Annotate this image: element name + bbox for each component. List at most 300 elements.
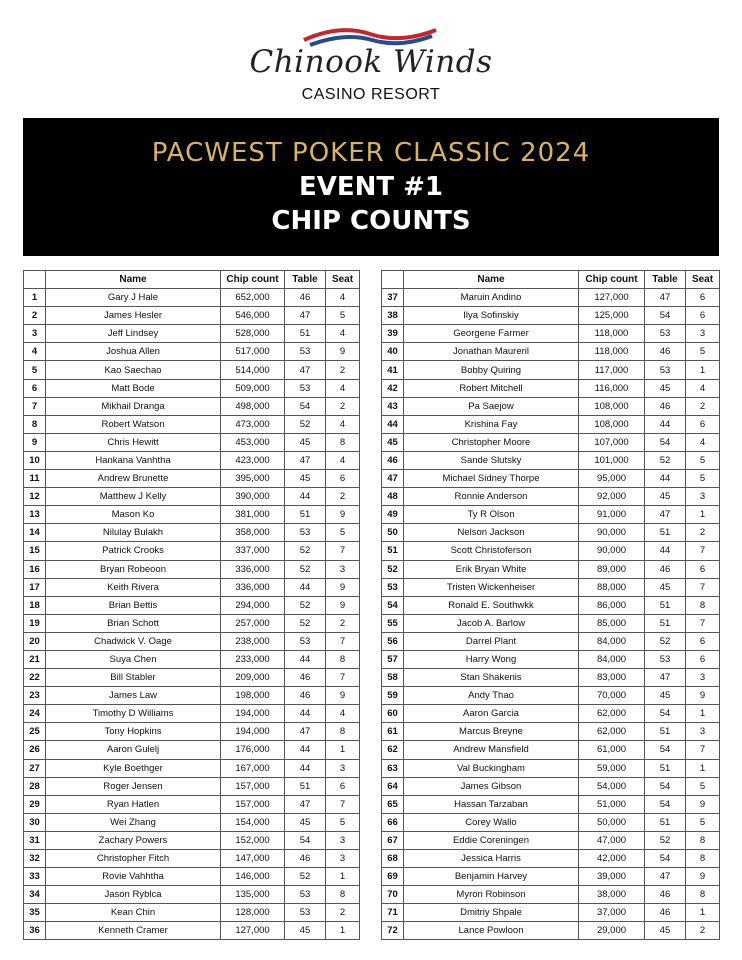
name-cell: James Law <box>46 687 221 705</box>
chips-cell: 453,000 <box>221 433 285 451</box>
chips-cell: 194,000 <box>221 723 285 741</box>
chips-cell: 198,000 <box>221 687 285 705</box>
chips-cell: 95,000 <box>579 470 645 488</box>
table-row <box>24 578 360 596</box>
name-cell: Nilulay Bulakh <box>46 524 221 542</box>
name-cell: Jessica Harris <box>404 850 579 868</box>
table-cell: 51 <box>645 723 686 741</box>
chips-header: Chip count <box>221 271 285 289</box>
rank-cell: 13 <box>24 506 46 524</box>
chips-cell: 152,000 <box>221 831 285 849</box>
logo <box>0 0 742 112</box>
table-cell: 51 <box>645 524 686 542</box>
seat-cell: 9 <box>686 795 720 813</box>
seat-cell: 5 <box>326 524 360 542</box>
banner-line-2: EVENT #1 <box>298 172 444 202</box>
rank-cell: 22 <box>24 669 46 687</box>
seat-cell: 6 <box>686 307 720 325</box>
rank-cell: 29 <box>24 795 46 813</box>
name-cell: Eddie Coreningen <box>404 831 579 849</box>
chips-cell: 42,000 <box>579 850 645 868</box>
table-cell: 47 <box>645 506 686 524</box>
table-row <box>24 325 360 343</box>
seat-cell: 6 <box>326 777 360 795</box>
table-row <box>24 886 360 904</box>
table-cell: 53 <box>285 379 326 397</box>
table-cell: 46 <box>285 687 326 705</box>
name-cell: Scott Christoferson <box>404 542 579 560</box>
name-cell: Jason Ryblca <box>46 886 221 904</box>
chips-cell: 337,000 <box>221 542 285 560</box>
name-cell: Robert Watson <box>46 415 221 433</box>
rank-cell: 33 <box>24 868 46 886</box>
table-row <box>382 886 720 904</box>
table-row <box>382 632 720 650</box>
rank-cell: 7 <box>24 397 46 415</box>
chips-cell: 47,000 <box>579 831 645 849</box>
table-row <box>382 596 720 614</box>
seat-cell: 5 <box>686 451 720 469</box>
rank-cell: 36 <box>24 922 46 940</box>
rank-cell: 72 <box>382 922 404 940</box>
table-header: Table <box>645 271 686 289</box>
table-row <box>24 632 360 650</box>
table-row <box>382 578 720 596</box>
seat-cell: 7 <box>326 669 360 687</box>
rank-cell: 70 <box>382 886 404 904</box>
rank-cell: 61 <box>382 723 404 741</box>
name-cell: Val Buckingham <box>404 759 579 777</box>
name-cell: Timothy D Williams <box>46 705 221 723</box>
chips-header: Chip count <box>579 271 645 289</box>
name-cell: Christopher Fitch <box>46 850 221 868</box>
rank-cell: 11 <box>24 470 46 488</box>
chips-cell: 176,000 <box>221 741 285 759</box>
table-cell: 53 <box>285 904 326 922</box>
seat-cell: 3 <box>326 759 360 777</box>
rank-cell: 47 <box>382 470 404 488</box>
seat-cell: 5 <box>326 813 360 831</box>
table-cell: 46 <box>285 289 326 307</box>
table-row <box>382 325 720 343</box>
table-row <box>382 415 720 433</box>
name-cell: Keith Rivera <box>46 578 221 596</box>
rank-cell: 65 <box>382 795 404 813</box>
name-cell: Ilya Sofinskiy <box>404 307 579 325</box>
table-cell: 54 <box>285 831 326 849</box>
chips-cell: 528,000 <box>221 325 285 343</box>
chips-cell: 70,000 <box>579 687 645 705</box>
table-cell: 51 <box>645 614 686 632</box>
seat-cell: 3 <box>326 850 360 868</box>
rank-cell: 19 <box>24 614 46 632</box>
seat-cell: 4 <box>326 451 360 469</box>
table-cell: 46 <box>645 904 686 922</box>
chips-cell: 147,000 <box>221 850 285 868</box>
seat-cell: 5 <box>326 307 360 325</box>
chips-cell: 127,000 <box>579 289 645 307</box>
chips-cell: 89,000 <box>579 560 645 578</box>
table-row <box>24 850 360 868</box>
table-row <box>382 397 720 415</box>
chips-cell: 135,000 <box>221 886 285 904</box>
table-cell: 52 <box>285 560 326 578</box>
name-header: Name <box>46 271 221 289</box>
chips-cell: 61,000 <box>579 741 645 759</box>
name-cell: Ryan Hatlen <box>46 795 221 813</box>
chips-cell: 157,000 <box>221 777 285 795</box>
name-cell: Benjamin Harvey <box>404 868 579 886</box>
seat-cell: 3 <box>326 560 360 578</box>
table-row <box>382 542 720 560</box>
seat-cell: 4 <box>326 379 360 397</box>
table-cell: 46 <box>285 669 326 687</box>
name-cell: Tristen Wickenheiser <box>404 578 579 596</box>
name-cell: Marcus Breyne <box>404 723 579 741</box>
rank-cell: 20 <box>24 632 46 650</box>
seat-cell: 4 <box>326 415 360 433</box>
table-row <box>24 524 360 542</box>
table-row <box>382 868 720 886</box>
seat-cell: 4 <box>326 705 360 723</box>
rank-cell: 51 <box>382 542 404 560</box>
table-cell: 45 <box>645 488 686 506</box>
table-cell: 51 <box>645 596 686 614</box>
seat-cell: 8 <box>686 831 720 849</box>
seat-header: Seat <box>686 271 720 289</box>
rank-cell: 15 <box>24 542 46 560</box>
name-cell: Sande Slutsky <box>404 451 579 469</box>
table-row <box>24 307 360 325</box>
table-row <box>382 289 720 307</box>
seat-cell: 1 <box>686 506 720 524</box>
name-cell: Ronnie Anderson <box>404 488 579 506</box>
chips-cell: 294,000 <box>221 596 285 614</box>
table-cell: 52 <box>645 632 686 650</box>
table-row <box>24 614 360 632</box>
chips-cell: 336,000 <box>221 578 285 596</box>
seat-cell: 4 <box>326 325 360 343</box>
name-cell: Stan Shakenis <box>404 669 579 687</box>
chips-cell: 118,000 <box>579 325 645 343</box>
rank-cell: 62 <box>382 741 404 759</box>
chips-cell: 257,000 <box>221 614 285 632</box>
name-cell: Ty R Olson <box>404 506 579 524</box>
rank-cell: 6 <box>24 379 46 397</box>
rank-cell: 3 <box>24 325 46 343</box>
name-cell: Michael Sidney Thorpe <box>404 470 579 488</box>
seat-cell: 9 <box>326 578 360 596</box>
chip-table-left <box>23 270 360 940</box>
table-cell: 45 <box>645 687 686 705</box>
name-cell: Kyle Boethger <box>46 759 221 777</box>
seat-cell: 8 <box>686 596 720 614</box>
seat-cell: 5 <box>686 343 720 361</box>
name-cell: Kao Saechao <box>46 361 221 379</box>
table-cell: 44 <box>285 488 326 506</box>
table-row <box>382 343 720 361</box>
table-row <box>382 433 720 451</box>
seat-cell: 9 <box>326 506 360 524</box>
rank-cell: 28 <box>24 777 46 795</box>
seat-cell: 1 <box>686 759 720 777</box>
table-cell: 54 <box>285 397 326 415</box>
chips-cell: 154,000 <box>221 813 285 831</box>
chips-cell: 157,000 <box>221 795 285 813</box>
table-cell: 45 <box>645 379 686 397</box>
table-cell: 53 <box>645 650 686 668</box>
table-cell: 44 <box>285 741 326 759</box>
name-cell: Andrew Brunette <box>46 470 221 488</box>
rank-cell: 9 <box>24 433 46 451</box>
name-cell: Nelson Jackson <box>404 524 579 542</box>
seat-cell: 8 <box>326 650 360 668</box>
chips-cell: 381,000 <box>221 506 285 524</box>
rank-cell: 58 <box>382 669 404 687</box>
table-row <box>382 904 720 922</box>
table-cell: 46 <box>645 886 686 904</box>
name-cell: Corey Wallo <box>404 813 579 831</box>
rank-cell: 27 <box>24 759 46 777</box>
rank-cell: 24 <box>24 705 46 723</box>
seat-cell: 5 <box>686 777 720 795</box>
chips-cell: 517,000 <box>221 343 285 361</box>
name-cell: Bill Stabler <box>46 669 221 687</box>
rank-cell: 14 <box>24 524 46 542</box>
table-row <box>382 650 720 668</box>
table-row <box>382 850 720 868</box>
name-cell: Matthew J Kelly <box>46 488 221 506</box>
name-cell: Chadwick V. Oage <box>46 632 221 650</box>
seat-cell: 3 <box>686 723 720 741</box>
table-cell: 52 <box>645 831 686 849</box>
table-row <box>24 795 360 813</box>
table-cell: 47 <box>285 361 326 379</box>
seat-cell: 3 <box>686 325 720 343</box>
rank-cell: 25 <box>24 723 46 741</box>
seat-cell: 1 <box>686 705 720 723</box>
table-cell: 52 <box>645 451 686 469</box>
name-cell: Bryan Robeoon <box>46 560 221 578</box>
table-row <box>24 343 360 361</box>
table-row <box>24 669 360 687</box>
table-row <box>24 723 360 741</box>
name-cell: Rovie Vahhtha <box>46 868 221 886</box>
seat-cell: 8 <box>326 433 360 451</box>
name-cell: Patrick Crooks <box>46 542 221 560</box>
chips-cell: 116,000 <box>579 379 645 397</box>
seat-cell: 6 <box>686 289 720 307</box>
name-cell: Myron Robinson <box>404 886 579 904</box>
table-row <box>382 705 720 723</box>
chips-cell: 194,000 <box>221 705 285 723</box>
name-cell: Roger Jensen <box>46 777 221 795</box>
rank-cell: 32 <box>24 850 46 868</box>
name-cell: Pa Saejow <box>404 397 579 415</box>
chips-cell: 90,000 <box>579 524 645 542</box>
table-row <box>24 904 360 922</box>
table-cell: 47 <box>645 868 686 886</box>
rank-cell: 68 <box>382 850 404 868</box>
name-cell: James Hesler <box>46 307 221 325</box>
seat-cell: 6 <box>686 560 720 578</box>
seat-cell: 7 <box>686 578 720 596</box>
chips-cell: 128,000 <box>221 904 285 922</box>
table-row <box>382 669 720 687</box>
seat-cell: 1 <box>686 904 720 922</box>
table-row <box>382 524 720 542</box>
rank-cell: 12 <box>24 488 46 506</box>
chips-cell: 509,000 <box>221 379 285 397</box>
rank-cell: 69 <box>382 868 404 886</box>
table-row <box>24 777 360 795</box>
table-cell: 54 <box>645 705 686 723</box>
chips-cell: 423,000 <box>221 451 285 469</box>
rank-cell: 44 <box>382 415 404 433</box>
table-row <box>382 759 720 777</box>
name-cell: Aaron Garcia <box>404 705 579 723</box>
name-cell: Dmitriy Shpale <box>404 904 579 922</box>
chips-cell: 90,000 <box>579 542 645 560</box>
table-row <box>24 759 360 777</box>
table-cell: 44 <box>285 705 326 723</box>
table-cell: 44 <box>645 470 686 488</box>
seat-cell: 2 <box>686 922 720 940</box>
chips-cell: 37,000 <box>579 904 645 922</box>
table-row <box>24 397 360 415</box>
seat-cell: 2 <box>326 904 360 922</box>
rank-cell: 16 <box>24 560 46 578</box>
seat-cell: 8 <box>686 850 720 868</box>
table-row <box>382 813 720 831</box>
rank-cell: 41 <box>382 361 404 379</box>
table-header-row <box>24 271 360 289</box>
name-cell: Kean Chin <box>46 904 221 922</box>
chips-cell: 50,000 <box>579 813 645 831</box>
seat-cell: 1 <box>326 741 360 759</box>
rank-cell: 21 <box>24 650 46 668</box>
chips-cell: 84,000 <box>579 650 645 668</box>
name-cell: Krishina Fay <box>404 415 579 433</box>
chips-cell: 88,000 <box>579 578 645 596</box>
seat-cell: 7 <box>686 614 720 632</box>
chips-cell: 514,000 <box>221 361 285 379</box>
table-cell: 53 <box>645 361 686 379</box>
name-cell: Maruin Andino <box>404 289 579 307</box>
name-cell: Brian Schott <box>46 614 221 632</box>
table-cell: 47 <box>285 451 326 469</box>
table-header: Table <box>285 271 326 289</box>
seat-cell: 1 <box>686 361 720 379</box>
name-cell: Hassan Tarzaban <box>404 795 579 813</box>
rank-cell: 50 <box>382 524 404 542</box>
rank-cell: 10 <box>24 451 46 469</box>
table-row <box>24 361 360 379</box>
chips-cell: 84,000 <box>579 632 645 650</box>
chips-cell: 38,000 <box>579 886 645 904</box>
chips-cell: 498,000 <box>221 397 285 415</box>
table-row <box>382 723 720 741</box>
seat-cell: 8 <box>686 886 720 904</box>
rank-cell: 2 <box>24 307 46 325</box>
rank-cell: 17 <box>24 578 46 596</box>
name-cell: Harry Wong <box>404 650 579 668</box>
name-cell: Hankana Vanhtha <box>46 451 221 469</box>
table-row <box>382 687 720 705</box>
chips-cell: 390,000 <box>221 488 285 506</box>
name-cell: Matt Bode <box>46 379 221 397</box>
table-cell: 47 <box>285 307 326 325</box>
banner-line-3: CHIP COUNTS <box>271 206 471 236</box>
chips-cell: 108,000 <box>579 415 645 433</box>
name-cell: Chris Hewitt <box>46 433 221 451</box>
table-row <box>24 433 360 451</box>
seat-cell: 3 <box>686 488 720 506</box>
name-cell: Darrel Plant <box>404 632 579 650</box>
seat-cell: 5 <box>686 813 720 831</box>
seat-cell: 3 <box>326 831 360 849</box>
chips-cell: 107,000 <box>579 433 645 451</box>
table-cell: 45 <box>285 433 326 451</box>
table-cell: 44 <box>285 759 326 777</box>
rank-cell: 64 <box>382 777 404 795</box>
seat-cell: 4 <box>686 379 720 397</box>
chips-cell: 358,000 <box>221 524 285 542</box>
table-cell: 46 <box>645 343 686 361</box>
rank-cell: 59 <box>382 687 404 705</box>
table-header-row <box>382 271 720 289</box>
seat-cell: 7 <box>326 542 360 560</box>
table-cell: 46 <box>285 850 326 868</box>
seat-cell: 2 <box>326 488 360 506</box>
table-cell: 47 <box>645 289 686 307</box>
table-cell: 53 <box>285 343 326 361</box>
chips-cell: 125,000 <box>579 307 645 325</box>
table-row <box>24 831 360 849</box>
table-cell: 51 <box>645 813 686 831</box>
table-cell: 52 <box>285 415 326 433</box>
table-row <box>382 451 720 469</box>
name-cell: Robert Mitchell <box>404 379 579 397</box>
chips-cell: 395,000 <box>221 470 285 488</box>
rank-cell: 4 <box>24 343 46 361</box>
table-cell: 45 <box>645 578 686 596</box>
table-cell: 51 <box>285 777 326 795</box>
name-cell: Mason Ko <box>46 506 221 524</box>
name-header: Name <box>404 271 579 289</box>
table-row <box>24 868 360 886</box>
seat-cell: 7 <box>326 632 360 650</box>
chips-cell: 118,000 <box>579 343 645 361</box>
name-cell: Christopher Moore <box>404 433 579 451</box>
rank-cell: 71 <box>382 904 404 922</box>
table-cell: 54 <box>645 433 686 451</box>
table-cell: 47 <box>285 795 326 813</box>
name-cell: Wei Zhang <box>46 813 221 831</box>
seat-cell: 2 <box>686 524 720 542</box>
seat-cell: 4 <box>686 433 720 451</box>
rank-cell: 26 <box>24 741 46 759</box>
chips-cell: 233,000 <box>221 650 285 668</box>
name-cell: Andy Thao <box>404 687 579 705</box>
table-cell: 47 <box>645 669 686 687</box>
table-cell: 44 <box>645 415 686 433</box>
chips-cell: 108,000 <box>579 397 645 415</box>
chips-cell: 39,000 <box>579 868 645 886</box>
chips-cell: 167,000 <box>221 759 285 777</box>
table-row <box>24 379 360 397</box>
title-banner <box>23 118 719 256</box>
